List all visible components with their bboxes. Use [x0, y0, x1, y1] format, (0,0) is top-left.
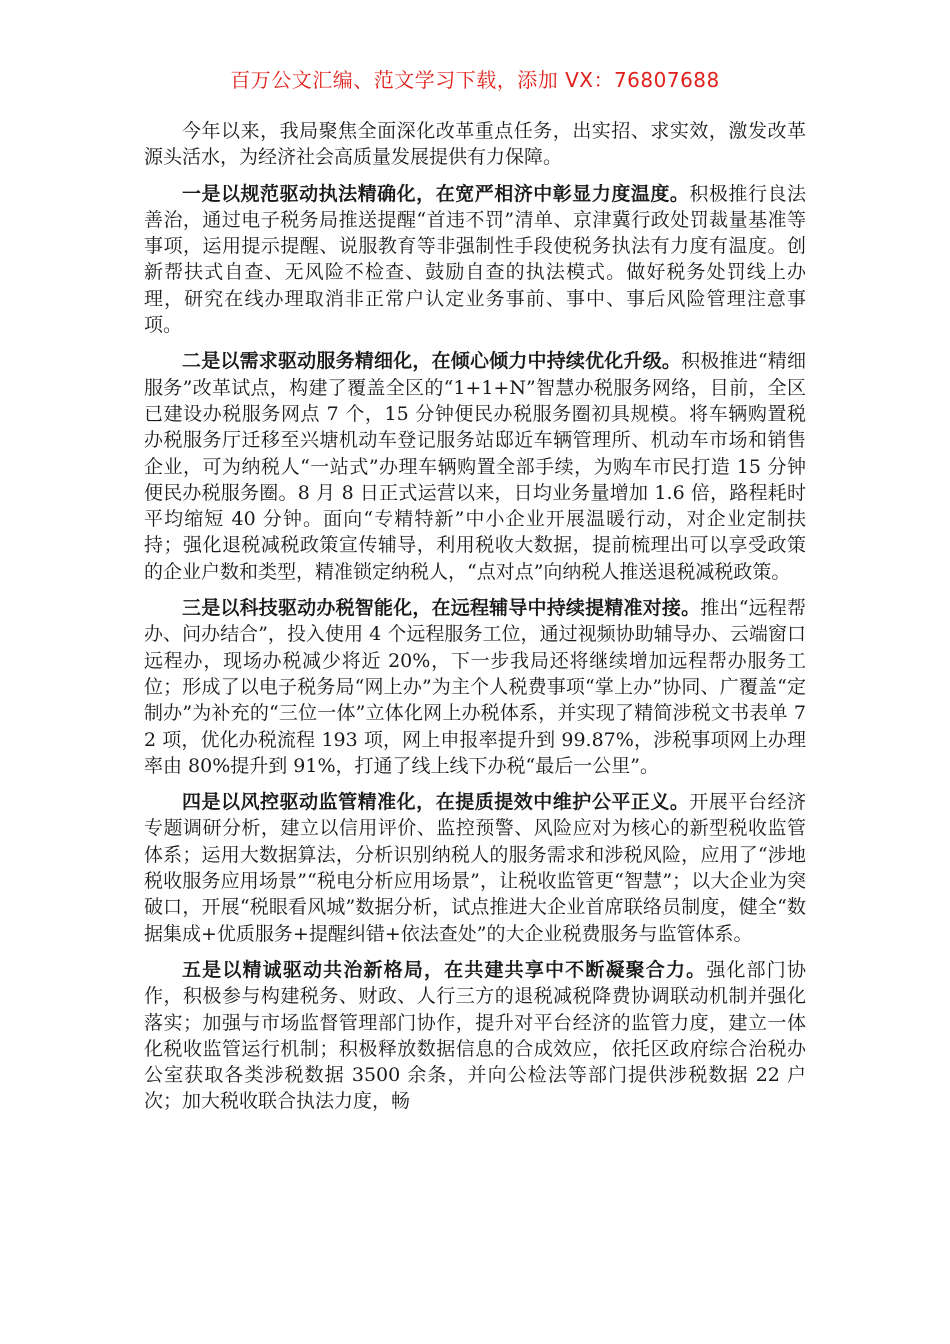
document-body: [144, 118, 806, 1125]
section-paragraph-3: [144, 595, 806, 779]
section-body-4: 开展平台经济专题调研分析，建立以信用评价、监控预警、风险应对为核心的新型税收监管体系；运用大数据算法，分析识别纳税人的服务需求和涉税风险，应用了“涉地税收服务应用场景”“税电分析应用场景”，让税收监管更“智慧”；以大企业为突破口，开展“税眼看风城”数据分析，试点推进大企业首席联络员制度，健全“数据集成+优质服务+提醒纠错+依法查处”的大企业税费服务与监管体系。: [144, 791, 806, 945]
section-lead-3: 三是以科技驱动办税智能化，在远程辅导中持续提精准对接。: [182, 597, 701, 620]
section-paragraph-1: [144, 181, 806, 339]
section-body-5: 强化部门协作，积极参与构建税务、财政、人行三方的退税减税降费协调联动机制并强化落实；加强与市场监督管理部门协作，提升对平台经济的监管力度，建立一体化税收监管运行机制；积极释放数据信息的合成效应，依托区政府综合治税办公室获取各类涉税数据 3500 余条，并向公检法等部门提供涉税数据 22 户次；加大税收联合执法力度，畅: [144, 958, 806, 1113]
intro-text: 今年以来，我局聚焦全面深化改革重点任务，出实招、求实效，激发改革源头活水，为经济社会高质量发展提供有力保障。: [144, 120, 806, 169]
section-paragraph-4: [144, 789, 806, 947]
section-paragraph-2: [144, 348, 806, 585]
section-body-2: 积极推进“精细服务”改革试点，构建了覆盖全区的“1+1+N”智慧办税服务网络，目前，全区已建设办税服务网点 7 个，15 分钟便民办税服务圈初具规模。将车辆购置税办税服务厅迁移至兴塘机动车登记服务站邸近车辆管理所、机动车市场和销售企业，可为纳税人“一站式”办理车辆购置全部手续，为购车市民打造 15 分钟便民办税服务圈。8 月 8 日正式运营以来，日均业务量增加 1.6 倍，路程耗时平均缩短 40 分钟。面向“专精特新”中小企业开展温暖行动，对企业定制扶持；强化退税减税政策宣传辅导，利用税收大数据，提前梳理出可以享受政策的企业户数和类型，精准锁定纳税人，“点对点”向纳税人推送退税减税政策。: [144, 350, 806, 583]
intro-paragraph: [144, 118, 806, 171]
section-lead-4: 四是以风控驱动监管精准化，在提质提效中维护公平正义。: [182, 791, 690, 814]
section-body-3: 推出“远程帮办、问办结合”，投入使用 4 个远程服务工位，通过视频协助辅导办、云端窗口远程办，现场办税减少将近 20%，下一步我局还将继续增加远程帮办服务工位；形成了以电子税务局“网上办”为主个人税费事项“掌上办”协同、广覆盖“定制办”为补充的“三位一体”立体化网上办税体系，并实现了精简涉税文书表单 72 项，优化办税流程 193 项，网上申报率提升到 99.87%，涉税事项网上办理率由 80%提升到 91%，打通了线上线下办税“最后一公里”。: [144, 597, 806, 777]
section-lead-1: 一是以规范驱动执法精确化，在宽严相济中彰显力度温度。: [182, 182, 690, 205]
section-paragraph-5: [144, 957, 806, 1115]
section-lead-5: 五是以精诚驱动共治新格局，在共建共享中不断凝聚合力。: [182, 958, 707, 981]
watermark-header: 百万公文汇编、范文学习下载，添加 VX：76807688: [230, 68, 720, 92]
section-lead-2: 二是以需求驱动服务精细化，在倾心倾力中持续优化升级。: [182, 350, 682, 373]
section-body-1: 积极推行良法善治，通过电子税务局推送提醒“首违不罚”清单、京津冀行政处罚裁量基准等事项，运用提示提醒、说服教育等非强制性手段使税务执法有力度有温度。创新帮扶式自查、无风险不检查、鼓励自查的执法模式。做好税务处罚线上办理，研究在线办理取消非正常户认定业务事前、事中、事后风险管理注意事项。: [144, 182, 806, 337]
